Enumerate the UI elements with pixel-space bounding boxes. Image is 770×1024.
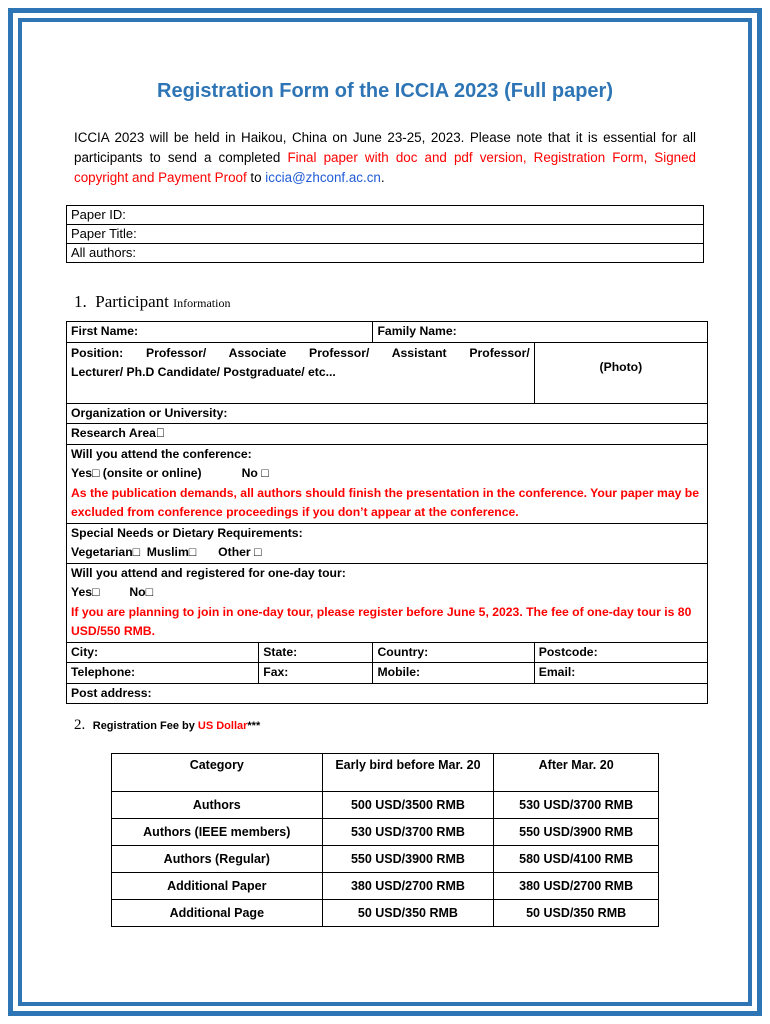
fee-early: 50 USD/350 RMB: [322, 900, 494, 927]
intro-paragraph: [74, 128, 696, 188]
special-needs-section: [67, 523, 708, 563]
mobile-field[interactable]: Mobile:: [373, 663, 534, 684]
photo-label: (Photo): [599, 359, 643, 374]
section-1-subtitle: Information: [173, 296, 231, 310]
attend-options: [71, 464, 703, 484]
city-field[interactable]: City:: [67, 642, 259, 663]
organization-field[interactable]: Organization or University:: [67, 403, 708, 424]
photo-box[interactable]: [534, 342, 707, 403]
contact-email-link[interactable]: iccia@zhconf.ac.cn: [265, 170, 381, 185]
fee-category: Authors (Regular): [112, 846, 323, 873]
position-line-1: Position: Professor/ Associate Professor/ Assistant Professor/: [71, 345, 530, 360]
fee-category: Authors (IEEE members): [112, 819, 323, 846]
fee-row: [112, 792, 659, 819]
intro-required-items: Final paper with doc and pdf version, Registration Form, Signed copyright and Payment Proof: [74, 150, 697, 185]
tour-yes-checkbox[interactable]: Yes□: [71, 585, 100, 599]
country-field[interactable]: Country:: [373, 642, 534, 663]
paper-info-table: [66, 205, 704, 263]
fax-field[interactable]: Fax:: [259, 663, 373, 684]
section-2-heading: [74, 717, 260, 734]
tour-no-checkbox[interactable]: No□: [129, 585, 153, 599]
fee-row: [112, 873, 659, 900]
attend-conference-section: [67, 444, 708, 523]
section-2-text: Registration Fee by: [92, 720, 198, 732]
intro-to: to: [246, 170, 266, 185]
fee-row: [112, 900, 659, 927]
fee-category: Authors: [112, 792, 323, 819]
fee-header-cell: After Mar. 20: [494, 754, 659, 792]
intro-text: ICCIA 2023 will be held in Haikou, China on June 23-25, 2023. Please note that it is essential for all participants to send a completed: [74, 130, 696, 165]
section-2-number: 2.: [74, 717, 86, 733]
tour-options: [71, 583, 703, 603]
muslim-checkbox[interactable]: Muslim□: [146, 545, 197, 559]
telephone-field[interactable]: Telephone:: [67, 663, 259, 684]
fee-after: 530 USD/3700 RMB: [494, 792, 659, 819]
section-1-title: Participant: [95, 292, 169, 311]
paper-title-field[interactable]: Paper Title:: [67, 225, 704, 244]
fee-after: 50 USD/350 RMB: [494, 900, 659, 927]
position-field[interactable]: [67, 342, 535, 403]
fee-early: 500 USD/3500 RMB: [322, 792, 494, 819]
section-2-currency: US Dollar: [197, 720, 248, 732]
fee-category: Additional Paper: [112, 873, 323, 900]
fee-row: [112, 846, 659, 873]
tour-question: Will you attend and registered for one-day tour:: [71, 565, 346, 580]
fee-category: Additional Page: [112, 900, 323, 927]
position-line-2: Lecturer/ Ph.D Candidate/ Postgraduate/ etc...: [71, 365, 336, 379]
fee-early: 380 USD/2700 RMB: [322, 873, 494, 900]
family-name-field[interactable]: Family Name:: [373, 322, 708, 343]
fee-header-row: [112, 754, 659, 792]
other-checkbox[interactable]: Other □: [218, 545, 262, 559]
fee-early: 530 USD/3700 RMB: [322, 819, 494, 846]
fee-row: [112, 819, 659, 846]
fee-early: 550 USD/3900 RMB: [322, 846, 494, 873]
state-field[interactable]: State:: [259, 642, 373, 663]
section-2-label: [93, 720, 261, 732]
research-area-field[interactable]: Research Area: [67, 424, 708, 445]
email-field[interactable]: Email:: [534, 663, 707, 684]
post-address-field[interactable]: Post address:: [67, 683, 708, 704]
section-1-heading: [74, 292, 230, 312]
paper-id-field[interactable]: Paper ID:: [67, 206, 704, 225]
diet-options: [71, 543, 703, 563]
tour-section: [67, 563, 708, 642]
fee-after: 380 USD/2700 RMB: [494, 873, 659, 900]
intro-period: .: [380, 170, 385, 185]
fee-header-cell: Early bird before Mar. 20: [322, 754, 494, 792]
vegetarian-checkbox[interactable]: Vegetarian□: [71, 545, 141, 559]
fee-after: 550 USD/3900 RMB: [494, 819, 659, 846]
registration-fee-table: [111, 753, 659, 927]
first-name-field[interactable]: First Name:: [67, 322, 373, 343]
section-1-number: 1.: [74, 292, 87, 311]
attend-no-checkbox[interactable]: No □: [241, 466, 269, 480]
participant-table: [66, 321, 708, 704]
all-authors-field[interactable]: All authors:: [67, 244, 704, 263]
fee-header-cell: Category: [112, 754, 323, 792]
fee-after: 580 USD/4100 RMB: [494, 846, 659, 873]
section-2-suffix: ***: [247, 720, 261, 732]
postcode-field[interactable]: Postcode:: [534, 642, 707, 663]
page-title: Registration Form of the ICCIA 2023 (Full paper): [157, 80, 613, 102]
tour-note: If you are planning to join in one-day tour, please register before June 5, 2023. The fee of one-day tour is 80 USD/550 RMB.: [71, 604, 692, 638]
special-needs-question: Special Needs or Dietary Requirements:: [71, 525, 303, 540]
attend-question: Will you attend the conference:: [71, 446, 252, 461]
attend-note: As the publication demands, all authors should finish the presentation in the conference. Your paper may be excluded from conference proceedings if you don’t appear at the conference.: [71, 485, 699, 519]
attend-yes-checkbox[interactable]: Yes□ (onsite or online): [71, 466, 202, 480]
